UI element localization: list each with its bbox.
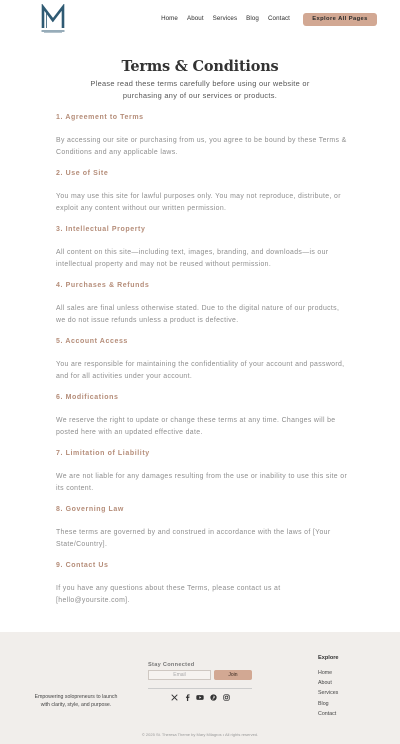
page-intro: Please read these terms carefully before using our website or purchasing any of our services or products. <box>90 79 310 100</box>
section-heading-account: 5. Account Access <box>56 338 128 345</box>
section-heading-purchases: 4. Purchases & Refunds <box>56 282 150 289</box>
section-heading-governing-law: 8. Governing Law <box>56 506 124 513</box>
nav-blog[interactable]: Blog <box>246 15 259 22</box>
footer-tagline: Empowering solopreneurs to launch with clarity, style, and purpose. <box>34 694 118 708</box>
section-body-account: You are responsible for maintaining the confidentiality of your account and password, and for all activities under your account. <box>56 361 345 380</box>
site-header <box>0 0 400 38</box>
explore-links <box>318 668 338 719</box>
section-body-contact: If you have any questions about these Terms, please contact us at [hello@yoursite.com]. <box>56 585 281 604</box>
nav-services[interactable]: Services <box>212 15 238 22</box>
section-body-governing-law: These terms are governed by and construed in accordance with the laws of [Your State/Country]. <box>56 529 331 548</box>
pinterest-icon[interactable] <box>209 693 217 701</box>
section-heading-agreement: 1. Agreement to Terms <box>56 114 144 121</box>
section-heading-liability: 7. Limitation of Liability <box>56 450 150 457</box>
stay-connected-heading: Stay Connected <box>148 662 195 668</box>
join-button[interactable]: Join <box>214 670 252 680</box>
facebook-icon[interactable] <box>183 693 191 701</box>
footer-link-services[interactable]: Services <box>318 690 339 697</box>
section-body-modifications: We reserve the right to update or change these terms at any time. Changes will be posted here with an updated effective date. <box>56 417 336 436</box>
explore-heading: Explore <box>318 655 339 661</box>
section-body-agreement: By accessing our site or purchasing from us, you agree to be bound by these Terms & Conditions and any applicable laws. <box>56 137 347 156</box>
terms-content <box>0 38 400 632</box>
social-links <box>170 693 230 701</box>
explore-all-pages-button[interactable]: Explore All Pages <box>303 13 377 26</box>
site-logo[interactable] <box>40 4 66 34</box>
section-heading-modifications: 6. Modifications <box>56 394 119 401</box>
nav-about[interactable]: About <box>186 15 204 22</box>
page-title: Terms & Conditions <box>121 58 279 75</box>
footer-divider <box>148 688 252 689</box>
copyright-text: © 2025 St. Theresa Theme by Mary Milagros • All rights reserved. <box>141 732 259 737</box>
section-body-liability: We are not liable for any damages resulting from the use or inability to use this site or its content. <box>56 473 348 492</box>
section-body-ip: All content on this site—including text, images, branding, and downloads—is our intellectual property and may not be reused without permission. <box>56 249 329 268</box>
section-body-use: You may use this site for lawful purposes only. You may not reproduce, distribute, or exploit any content without our written permission. <box>56 193 341 212</box>
instagram-icon[interactable] <box>222 693 230 701</box>
section-heading-contact: 9. Contact Us <box>56 562 109 569</box>
email-input[interactable]: Email <box>148 670 211 680</box>
section-body-purchases: All sales are final unless otherwise stated. Due to the digital nature of our products, we do not issue refunds unless a product is defective. <box>56 305 340 324</box>
section-heading-use: 2. Use of Site <box>56 170 109 177</box>
footer-link-blog[interactable]: Blog <box>318 700 329 707</box>
site-footer <box>0 632 400 744</box>
footer-link-contact[interactable]: Contact <box>318 710 337 717</box>
section-heading-ip: 3. Intellectual Property <box>56 226 146 233</box>
footer-link-about[interactable]: About <box>318 680 332 687</box>
youtube-icon[interactable] <box>196 693 204 701</box>
nav-contact[interactable]: Contact <box>267 15 290 22</box>
main-nav <box>161 15 290 22</box>
footer-link-home[interactable]: Home <box>318 670 333 676</box>
nav-home[interactable]: Home <box>161 15 178 22</box>
x-icon[interactable] <box>170 693 178 701</box>
